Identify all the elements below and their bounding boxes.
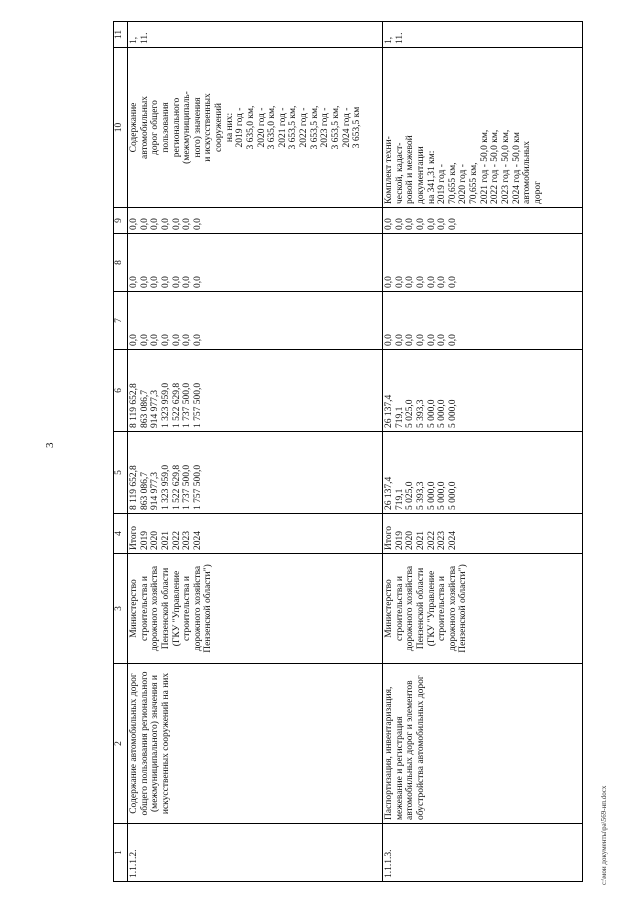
- indicator-ref: 1, 11.: [383, 22, 583, 48]
- result-line: сооружений: [214, 103, 224, 152]
- result-line: дорог общего: [150, 100, 161, 155]
- result-line: 2024 год - 50,0 км: [511, 132, 522, 204]
- header-cell: 7: [114, 292, 128, 350]
- result-line: 2023 год - 50,0 км,: [500, 129, 511, 204]
- measure-name: Содержание автомобильных дорог общего пользования регионального (межмуниципального) значения и искусственных сооружений на них: [128, 664, 383, 824]
- result-line: (межмуниципаль-: [182, 91, 193, 164]
- rotated-table-container: [113, 22, 583, 882]
- row-number: 1.1.1.3.: [383, 824, 583, 882]
- header-cell: 1: [114, 824, 128, 882]
- result-line: ровой и межевой: [405, 135, 416, 204]
- regional-funding: 26 137,4 719,1 5 025,0 5 393,3 5 000,0 5 000,0 5 000,0: [383, 350, 583, 432]
- funding-col9: 0,0 0,0 0,0 0,0 0,0 0,0 0,0: [383, 208, 583, 234]
- header-cell: 8: [114, 234, 128, 292]
- page-number: 3: [44, 442, 56, 448]
- result-line: 3 635,0 км,: [267, 105, 278, 150]
- funding-col8: 0,0 0,0 0,0 0,0 0,0 0,0 0,0: [383, 234, 583, 292]
- result-line: Содержание: [129, 102, 139, 153]
- expected-result: [128, 48, 383, 208]
- result-line: автомобильных: [139, 95, 150, 160]
- result-line: 3 653,5 км,: [330, 105, 341, 150]
- result-line: ного) значения: [192, 97, 203, 158]
- funding-col9: 0,0 0,0 0,0 0,0 0,0 0,0 0,0: [128, 208, 383, 234]
- result-line: автомобильных: [522, 140, 533, 204]
- years-list: Итого 2019 2020 2021 2022 2023 2024: [383, 514, 583, 554]
- result-line: на 341,31 км:: [426, 150, 437, 204]
- header-cell: 11: [114, 22, 128, 48]
- total-funding: 26 137,4 719,1 5 025,0 5 393,3 5 000,0 5 000,0 5 000,0: [383, 432, 583, 514]
- years-list: Итого 2019 2020 2021 2022 2023 2024: [128, 514, 383, 554]
- result-line: ческой, кадаст-: [394, 142, 405, 204]
- header-cell: 5: [114, 432, 128, 514]
- header-cell: 2: [114, 664, 128, 824]
- indicator-ref: 1, 11.: [128, 22, 383, 48]
- table-row: [128, 22, 383, 882]
- header-cell: 4: [114, 514, 128, 554]
- result-line: 2023 год -: [320, 107, 331, 148]
- result-line: 2022 год - 50,0 км,: [490, 129, 501, 204]
- file-path-footer: c:\мои документы\ра\569-нп.docx: [600, 785, 608, 885]
- funding-col8: 0,0 0,0 0,0 0,0 0,0 0,0 0,0: [128, 234, 383, 292]
- result-line: и искусственных: [203, 93, 214, 162]
- result-line: 70,655 км,: [447, 162, 458, 204]
- executor: Министерство строительства и дорожного хозяйства Пензенской области (ГКУ "Управление строительства и дорожного хозяйства Пензенской области"): [383, 554, 583, 664]
- result-line: на них:: [224, 112, 235, 143]
- result-line: 2024 год -: [341, 107, 352, 148]
- regional-funding: 8 119 652,8 863 086,7 914 977,3 1 323 959,0 1 522 629,8 1 737 500,0 1 757 500,0: [128, 350, 383, 432]
- result-line: 3 653,5 км,: [288, 105, 299, 150]
- result-line: пользования: [160, 102, 171, 153]
- result-line: 3 653,5 км: [352, 106, 363, 149]
- result-line: 2020 год -: [458, 164, 469, 204]
- funding-col7: 0,0 0,0 0,0 0,0 0,0 0,0 0,0: [128, 292, 383, 350]
- result-line: дорог: [532, 181, 543, 204]
- header-row: [114, 22, 128, 882]
- result-line: 2020 год -: [256, 107, 267, 148]
- result-line: 2021 год -: [277, 107, 288, 148]
- result-line: 3 653,5 км,: [309, 105, 320, 150]
- result-line: 3 635,0 км,: [245, 105, 256, 150]
- header-cell: 6: [114, 350, 128, 432]
- table-row: [383, 22, 583, 882]
- measure-name: Паспортизация, инвентаризация, межевание и регистрация автомобильных дорог и элементов обустройства автомобильных дорог: [383, 664, 583, 824]
- result-line: документации: [415, 146, 426, 204]
- total-funding: 8 119 652,8 863 086,7 914 977,3 1 323 959,0 1 522 629,8 1 737 500,0 1 757 500,0: [128, 432, 383, 514]
- funding-col7: 0,0 0,0 0,0 0,0 0,0 0,0 0,0: [383, 292, 583, 350]
- result-line: 70,655 км,: [469, 162, 479, 204]
- expected-result: [383, 48, 583, 208]
- header-cell: 3: [114, 554, 128, 664]
- result-line: 2019 год -: [235, 107, 246, 148]
- result-line: 2021 год - 50,0 км,: [479, 129, 490, 204]
- executor: Министерство строительства и дорожного хозяйства Пензенской области (ГКУ "Управление строительства и дорожного хозяйства Пензенской области"): [128, 554, 383, 664]
- row-number: 1.1.1.2.: [128, 824, 383, 882]
- header-cell: 9: [114, 208, 128, 234]
- header-cell: 10: [114, 48, 128, 208]
- program-table: [113, 21, 583, 882]
- result-line: регионального: [171, 97, 182, 158]
- result-line: 2019 год -: [437, 164, 448, 204]
- result-line: Комплект техни-: [384, 136, 394, 204]
- result-line: 2022 год -: [299, 107, 309, 148]
